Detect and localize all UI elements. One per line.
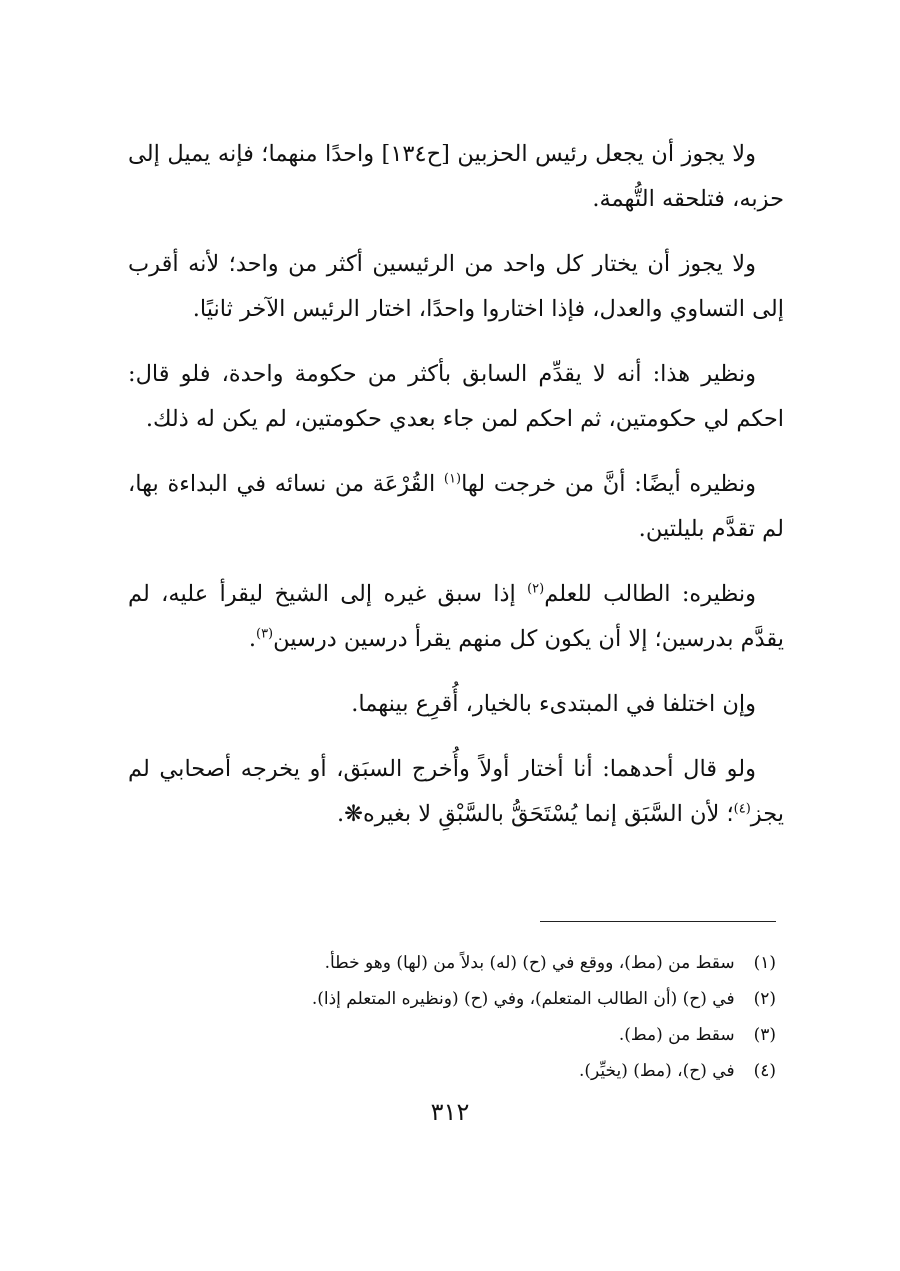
- paragraph-4-text-after: القُرْعَة من نسائه في البداءة بها، لم تقدَّم بليلتين.: [128, 471, 784, 542]
- footnote-1: [150, 945, 776, 981]
- footnote-ref-2: (٢): [527, 581, 545, 597]
- paragraph-2-text: ولا يجوز أن يختار كل واحد من الرئيسين أكثر من واحد؛ لأنه أقرب إلى التساوي والعدل، فإذا اختاروا واحدًا، اختار الرئيس الآخر ثانيًا.: [128, 251, 784, 322]
- footnote-ref-1: (١): [443, 471, 462, 487]
- footnote-1-text: سقط من (مط)، ووقع في (ح) (له) بدلاً من (لها) وهو خطأ.: [324, 953, 735, 973]
- paragraph-1-text: ولا يجوز أن يجعل رئيس الحزبين [ح١٣٤] واحدًا منهما؛ فإنه يميل إلى حزبه، فتلحقه التُّهمة.: [128, 141, 784, 212]
- paragraph-5-text-middle: إذا سبق غيره إلى الشيخ ليقرأ عليه، لم يقدَّم بدرسين؛ إلا أن يكون كل منهم يقرأ درسين درسين: [128, 581, 784, 652]
- footnote-1-number: (١): [753, 953, 776, 973]
- page-number: ٣١٢: [430, 1098, 470, 1126]
- paragraph-4-text-before: ونظيره أيضًا: أنَّ من خرجت لها: [461, 471, 756, 497]
- paragraph-7: [128, 747, 784, 837]
- paragraph-1: [128, 132, 784, 222]
- footnote-3-text: سقط من (مط).: [618, 1025, 735, 1045]
- paragraph-5: [128, 572, 784, 662]
- footnote-4: [150, 1053, 776, 1089]
- footnotes-list: [150, 945, 776, 1089]
- paragraph-5-text-after: .: [248, 626, 256, 652]
- paragraph-3: [128, 352, 784, 442]
- footnote-4-text: في (ح)، (مط) (يخيِّر).: [578, 1061, 735, 1081]
- paragraph-6: [128, 682, 784, 727]
- footnote-2-text: في (ح) (أن الطالب المتعلم)، وفي (ح) (ونظيره المتعلم إذا).: [311, 989, 735, 1009]
- footnote-ref-3: (٣): [255, 626, 274, 642]
- footnote-separator: [540, 921, 776, 922]
- paragraph-5-text-before: ونظيره: الطالب للعلم: [544, 581, 756, 607]
- paragraph-7-text-before: ولو قال أحدهما: أنا أختار أولاً وأُخرج السبَق، أو يخرجه أصحابي لم يجز: [128, 756, 784, 827]
- paragraph-6-text: وإن اختلفا في المبتدىء بالخيار، أُقرِع بينهما.: [351, 691, 756, 717]
- footnote-3: [150, 1017, 776, 1053]
- paragraph-4: [128, 462, 784, 552]
- footnote-2-number: (٢): [753, 989, 776, 1009]
- main-text: [128, 132, 784, 857]
- paragraph-7-text-middle: ؛ لأن السَّبَق إنما يُسْتَحَقُّ بالسَّبْقِ لا بغيره: [363, 801, 734, 827]
- paragraph-2: [128, 242, 784, 332]
- footnote-3-number: (٣): [753, 1025, 776, 1045]
- footnote-ref-4: (٤): [733, 801, 751, 817]
- paragraph-7-end-mark: ❋.: [337, 801, 364, 827]
- footnote-2: [150, 981, 776, 1017]
- footnote-4-number: (٤): [753, 1061, 776, 1081]
- paragraph-3-text: ونظير هذا: أنه لا يقدِّم السابق بأكثر من حكومة واحدة، فلو قال: احكم لي حكومتين، ثم احكم لمن جاء بعدي حكومتين، لم يكن له ذلك.: [128, 361, 784, 432]
